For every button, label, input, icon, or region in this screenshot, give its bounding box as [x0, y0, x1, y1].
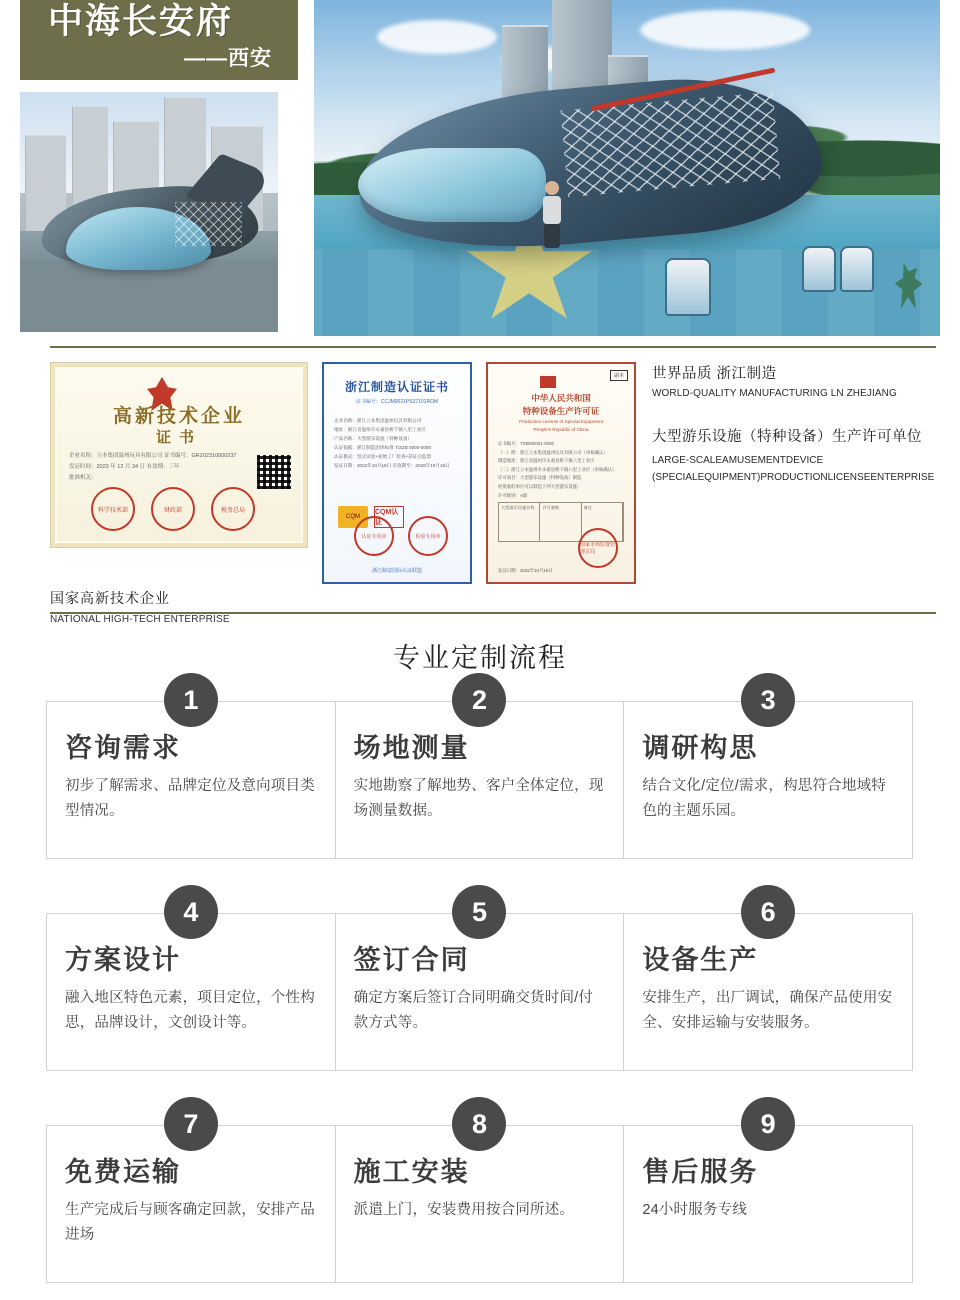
official-seal-icon: 检验专用章 — [408, 516, 448, 556]
certificate-special-equipment-license — [486, 362, 636, 584]
cert-c-title-line2: 特种设备生产许可证 — [522, 406, 600, 416]
step-description: 初步了解需求、品牌定位及意向项目类型情况。 — [65, 778, 315, 819]
step-title: 售后服务 — [642, 1157, 759, 1187]
step-title: 设备生产 — [642, 945, 759, 975]
cert-c-subtitle-en1: Production License of Special Equipment — [519, 419, 603, 424]
process-step-7[interactable] — [46, 1108, 336, 1283]
official-seal-icon: 国家市场监督管理总局 — [578, 528, 618, 568]
process-step-8[interactable] — [335, 1108, 625, 1283]
step-number-badge: 4 — [164, 885, 218, 939]
step-title: 签订合同 — [353, 945, 470, 975]
step-title: 调研构思 — [642, 733, 759, 763]
certificate-card-row — [50, 362, 636, 584]
cqm-badge-icon: CQM — [338, 506, 368, 528]
process-step-4[interactable] — [46, 896, 336, 1071]
cert-c-line: 许可项目：大型游乐设施（特种设备）制造 — [498, 475, 582, 481]
cert-c-line: 许可级别：A级 — [498, 492, 528, 498]
step-description: 结合文化/定位/需求，构思符合地域特色的主题乐园。 — [642, 778, 886, 819]
concept-render-image — [314, 0, 940, 336]
project-title-main: 中海长安府 — [48, 2, 234, 41]
cert-b-line: 产品名称：大型游乐设施（特种设备） — [334, 436, 413, 441]
official-seal-icon: 认证专用章 — [354, 516, 394, 556]
certificate-side-texts — [652, 362, 935, 486]
step-number-badge: 9 — [741, 1097, 795, 1151]
step-description: 确定方案后签订合同明确交货时间/付款方式等。 — [353, 990, 594, 1031]
process-grid — [47, 684, 913, 1283]
step-number-badge: 5 — [452, 885, 506, 939]
installation-photo — [20, 92, 278, 332]
cert-c-line: 制造地址：浙江省温州市永嘉县桥下镇八里工业区 — [498, 458, 595, 464]
section-divider-top — [50, 346, 936, 348]
license-headline-en-b: (SPECIALEQUIPMENT)PRODUCTIONLICENSEENTERPRISE — [652, 472, 935, 483]
cert-c-line: （一）附：浙江立本集团温州玩具有限公司（审核确认） — [498, 449, 608, 455]
step-number-badge: 6 — [741, 885, 795, 939]
step-title: 场地测量 — [353, 733, 470, 763]
photo-plaza — [20, 260, 278, 332]
step-description: 安排生产，出厂调试，确保产品使用安全、安排运输与安装服务。 — [642, 990, 893, 1031]
official-seal-icon: 科学技术部 — [91, 487, 135, 531]
certificate-caption-block — [50, 588, 230, 625]
cqm-mark-icon: CQM认证 — [374, 506, 404, 528]
cert-c-table-header: 备注 — [582, 503, 623, 541]
step-description: 实地勘察了解地势、客户全体定位，现场测量数据。 — [353, 778, 604, 819]
child-figure-icon — [539, 181, 565, 255]
cert-b-line: 地址：浙江省温州市永嘉县桥下镇八里工业区 — [334, 427, 426, 432]
step-number-badge: 7 — [164, 1097, 218, 1151]
cloud-icon — [640, 10, 810, 50]
cloud-icon — [377, 20, 497, 54]
cert-c-header — [488, 392, 634, 434]
step-title: 咨询需求 — [65, 733, 181, 763]
step-description: 生产完成后与顾客确定回款，安排产品进场 — [65, 1202, 315, 1243]
official-seal-icon: 财政部 — [151, 487, 195, 531]
tube-slide-icon — [358, 148, 546, 222]
play-element-icon — [665, 258, 711, 316]
project-title-sub: ——西安 — [184, 47, 272, 70]
spacer — [652, 399, 932, 425]
step-description: 融入地区特色元素，项目定位，个性构思，品牌设计，文创设计等。 — [65, 990, 315, 1031]
certificate-caption-cn: 国家高新技术企业 — [50, 590, 170, 606]
climbing-net-icon — [175, 202, 242, 245]
step-number-badge: 1 — [164, 673, 218, 727]
cert-a-details — [69, 451, 289, 484]
step-title: 免费运输 — [65, 1157, 181, 1187]
cert-a-title: 高新技术企业 — [112, 406, 245, 427]
step-title: 方案设计 — [65, 945, 181, 975]
step-description: 24小时服务专线 — [642, 1202, 748, 1218]
process-step-3[interactable] — [623, 684, 913, 859]
project-title-plate — [20, 0, 298, 80]
cert-a-line: 发证时间：2023 年 12 月 24 日 有效期：三年 — [69, 464, 180, 470]
certificates-section — [0, 340, 960, 625]
play-element-icon — [802, 246, 836, 292]
cert-b-header — [324, 378, 470, 405]
play-element-icon — [840, 246, 874, 292]
cert-b-title: 浙江制造认证证书 — [344, 380, 449, 394]
cert-c-title-line1: 中华人民共和国 — [531, 393, 591, 403]
process-title: 专业定制流程 — [393, 643, 567, 673]
certificate-zhejiang-manufacturing — [322, 362, 472, 584]
cert-a-title2: 证书 — [155, 429, 202, 446]
step-number-badge: 2 — [452, 673, 506, 727]
step-number-badge: 3 — [741, 673, 795, 727]
cert-c-footer-left: 发证日期：2022年10月18日 — [498, 568, 553, 573]
cert-a-line: 批准机关： — [69, 475, 97, 481]
process-step-2[interactable] — [335, 684, 625, 859]
cert-c-line: 证书编号：TS0000001-0000 — [498, 441, 554, 446]
cert-b-line: 认证依据：浙江制造团体标准 T/ZZB 0000-0000 — [334, 445, 431, 450]
cert-c-table-header: 大型游乐设施名称 — [499, 503, 540, 541]
national-emblem-icon — [540, 376, 556, 388]
process-section — [0, 622, 960, 1283]
step-title: 施工安装 — [353, 1157, 470, 1187]
copy-label: 副本 — [610, 370, 628, 381]
official-seal-icon: 税务总局 — [211, 487, 255, 531]
license-headline-en-a: LARGE-SCALEAMUSEMENTDEVICE — [652, 455, 824, 466]
step-description: 派遣上门，安装费用按合同所述。 — [353, 1202, 575, 1218]
cert-b-subtitle: 证书编号：CCJM0021PS37101ROM — [355, 399, 439, 405]
cert-b-footer: 浙江制造国际认证联盟 — [371, 568, 422, 574]
cert-b-line: 发证日期：2022年10月18日 有效期至：2026年10月18日 — [334, 463, 450, 468]
qr-code-icon — [257, 455, 291, 489]
process-step-1[interactable] — [46, 684, 336, 859]
process-step-6[interactable] — [623, 896, 913, 1071]
cert-c-line: 经批准的单位可以制造下列大型游乐设施： — [498, 483, 582, 489]
cert-c-details — [498, 440, 624, 500]
cert-c-subtitle-en2: People's Republic of China — [533, 427, 589, 432]
process-step-5[interactable] — [335, 896, 625, 1071]
quality-headline-en: WORLD-QUALITY MANUFACTURING LN ZHEJIANG — [652, 388, 897, 399]
cert-b-line: 企业名称：浙江立本集团温州玩具有限公司 — [334, 418, 422, 423]
cert-b-details — [334, 416, 460, 470]
cert-a-line: 企业名称：立本集团温州玩具有限公司 证书编号：GR202310000237 — [69, 453, 237, 459]
step-number-badge: 8 — [452, 1097, 506, 1151]
hero-left-column — [20, 0, 298, 340]
certificate-caption-en: NATIONAL HIGH-TECH ENTERPRISE — [50, 614, 230, 625]
license-headline-cn: 大型游乐设施（特种设备）生产许可单位 — [652, 429, 922, 445]
certificate-high-tech — [50, 362, 308, 548]
cert-c-table-header: 许可参数 — [540, 503, 581, 541]
quality-headline-cn: 世界品质 浙江制造 — [652, 366, 777, 382]
process-step-9[interactable] — [623, 1108, 913, 1283]
cert-b-line: 认证模式：型式试验+初始工厂检查+获证后监督 — [334, 454, 432, 459]
cert-c-line: （二）浙江立本温州市永嘉县桥下镇八里工业区（审核确认） — [498, 466, 617, 472]
hero-section — [0, 0, 960, 340]
